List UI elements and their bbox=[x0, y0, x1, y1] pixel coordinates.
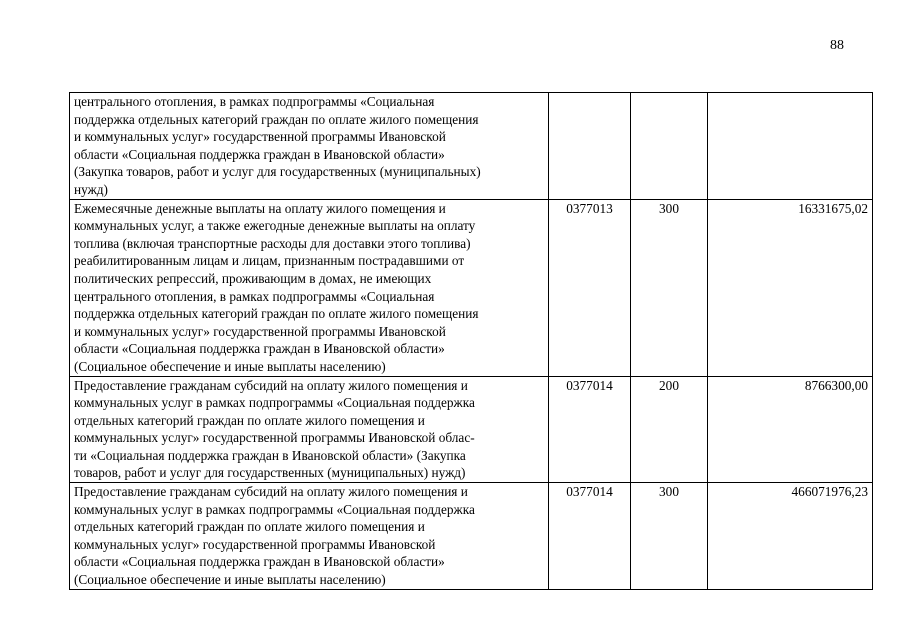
description-line: коммунальных услуг в рамках подпрограммы «Социальная поддержка bbox=[74, 395, 475, 411]
row-code: 0377014 bbox=[549, 483, 631, 590]
description-line: нужд) bbox=[74, 181, 108, 197]
budget-table bbox=[69, 92, 873, 590]
description-line: Предоставление гражданам субсидий на оплату жилого помещения и bbox=[74, 377, 468, 393]
row-sum: 16331675,02 bbox=[708, 199, 873, 376]
row-description bbox=[70, 199, 549, 376]
row-description bbox=[70, 376, 549, 483]
description-line: поддержка отдельных категорий граждан по оплате жилого помещения bbox=[74, 111, 479, 127]
description-line: поддержка отдельных категорий граждан по оплате жилого помещения bbox=[74, 306, 479, 322]
row-description bbox=[70, 93, 549, 200]
description-line: отдельных категорий граждан по оплате жилого помещения и bbox=[74, 519, 425, 535]
row-sum: 466071976,23 bbox=[708, 483, 873, 590]
description-line: (Социальное обеспечение и иные выплаты населению) bbox=[74, 572, 386, 588]
page-number: 88 bbox=[830, 38, 844, 53]
row-expense-type: 300 bbox=[631, 483, 708, 590]
description-line: коммунальных услуг в рамках подпрограммы «Социальная поддержка bbox=[74, 501, 475, 517]
table-row bbox=[70, 93, 873, 200]
description-line: товаров, работ и услуг для государственных (муниципальных) нужд) bbox=[74, 465, 466, 481]
row-expense-type: 300 bbox=[631, 199, 708, 376]
description-line: (Закупка товаров, работ и услуг для государственных (муниципальных) bbox=[74, 164, 481, 180]
budget-table-body bbox=[70, 93, 873, 590]
table-row bbox=[70, 199, 873, 376]
description-line: отдельных категорий граждан по оплате жилого помещения и bbox=[74, 412, 425, 428]
description-line: (Социальное обеспечение и иные выплаты населению) bbox=[74, 358, 386, 374]
table-row bbox=[70, 376, 873, 483]
table-row bbox=[70, 483, 873, 590]
row-code: 0377013 bbox=[549, 199, 631, 376]
description-line: и коммунальных услуг» государственной программы Ивановской bbox=[74, 323, 446, 339]
description-line: коммунальных услуг» государственной программы Ивановской bbox=[74, 536, 436, 552]
description-line: центрального отопления, в рамках подпрограммы «Социальная bbox=[74, 94, 435, 109]
description-line: центрального отопления, в рамках подпрограммы «Социальная bbox=[74, 288, 435, 304]
description-line: Ежемесячные денежные выплаты на оплату жилого помещения и bbox=[74, 200, 446, 216]
row-sum bbox=[708, 93, 873, 200]
row-code bbox=[549, 93, 631, 200]
description-line: и коммунальных услуг» государственной программы Ивановской bbox=[74, 129, 446, 145]
description-line: коммунальных услуг» государственной программы Ивановской облас- bbox=[74, 430, 475, 446]
description-line: ти «Социальная поддержка граждан в Ивановской области» (Закупка bbox=[74, 447, 466, 463]
description-line: коммунальных услуг, а также ежегодные денежные выплаты на оплату bbox=[74, 218, 476, 234]
description-line: области «Социальная поддержка граждан в Ивановской области» bbox=[74, 341, 445, 357]
row-sum: 8766300,00 bbox=[708, 376, 873, 483]
row-code: 0377014 bbox=[549, 376, 631, 483]
description-line: реабилитированным лицам и лицам, признанным пострадавшими от bbox=[74, 253, 465, 269]
description-line: топлива (включая транспортные расходы для доставки этого топлива) bbox=[74, 235, 471, 251]
row-description bbox=[70, 483, 549, 590]
description-line: области «Социальная поддержка граждан в Ивановской области» bbox=[74, 554, 445, 570]
row-expense-type bbox=[631, 93, 708, 200]
description-line: Предоставление гражданам субсидий на оплату жилого помещения и bbox=[74, 484, 468, 500]
row-expense-type: 200 bbox=[631, 376, 708, 483]
description-line: области «Социальная поддержка граждан в Ивановской области» bbox=[74, 146, 445, 162]
description-line: политических репрессий, проживающим в домах, не имеющих bbox=[74, 270, 432, 286]
